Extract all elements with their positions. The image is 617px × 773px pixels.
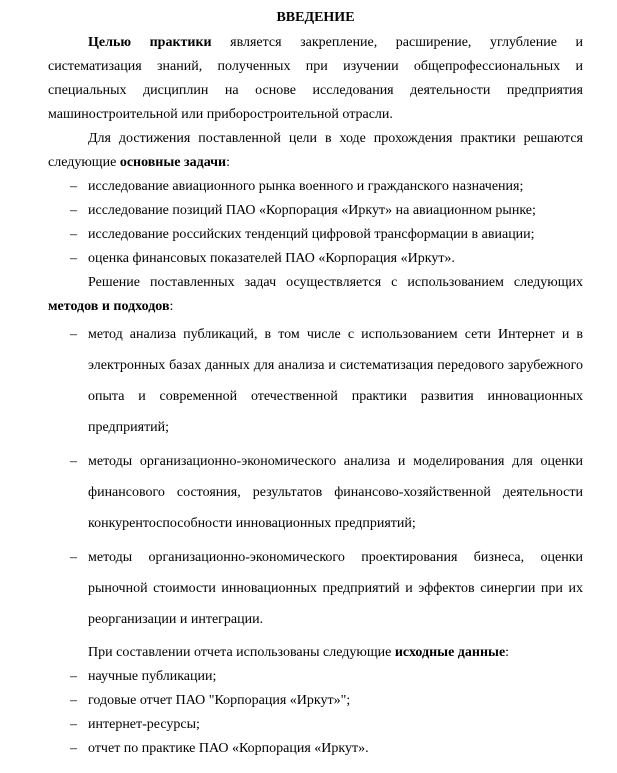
list-item bbox=[48, 247, 583, 271]
methods-intro-colon: : bbox=[169, 299, 174, 314]
goal-paragraph bbox=[48, 31, 583, 127]
list-item-text: методы организационно-экономического анализа и моделирования для оценки финансового состояния, результатов финансово-хозяйственной деятельности конкурентоспособности инновационных предприятий; bbox=[88, 454, 583, 531]
sources-intro-paragraph bbox=[48, 641, 583, 665]
list-item-text: исследование авиационного рынка военного и гражданского назначения; bbox=[88, 179, 524, 194]
list-item-text: метод анализа публикаций, в том числе с использованием сети Интернет и в электронных базах данных для анализа и систематизация передового зарубежного опыта и современной отечественной практики развития инновационных предприятий; bbox=[88, 327, 583, 435]
tasks-intro-bold: основные задачи bbox=[119, 155, 227, 170]
methods-intro-text: Решение поставленных задач осуществляется с использованием следующих bbox=[88, 275, 583, 290]
list-item-text: отчет по практике ПАО «Корпорация «Иркут». bbox=[88, 741, 369, 756]
goal-text: является закрепление, расширение, углубление и систематизация знаний, полученных при изучении общепрофессиональных и специальных дисциплин на основе исследования деятельности предприятия машиностроительной или приборостроительной отрасли. bbox=[48, 35, 583, 122]
methods-list bbox=[48, 319, 583, 635]
dash-marker: – bbox=[70, 669, 77, 684]
tasks-intro-text: Для достижения поставленной цели в ходе прохождения практики решаются следующие bbox=[48, 131, 583, 170]
list-item bbox=[48, 713, 583, 737]
list-item-text: годовые отчет ПАО "Корпорация «Иркут»"; bbox=[88, 693, 351, 708]
tasks-list bbox=[48, 175, 583, 271]
list-item bbox=[48, 319, 583, 443]
sources-intro-text: При составлении отчета использованы следующие bbox=[88, 645, 395, 660]
sources-intro-colon: : bbox=[505, 645, 510, 660]
methods-intro-paragraph bbox=[48, 271, 583, 319]
dash-marker: – bbox=[70, 741, 77, 756]
dash-marker: – bbox=[70, 327, 77, 342]
list-item bbox=[48, 175, 583, 199]
dash-marker: – bbox=[70, 179, 77, 194]
dash-marker: – bbox=[70, 717, 77, 732]
page-title: ВВЕДЕНИЕ bbox=[276, 10, 355, 25]
dash-marker: – bbox=[70, 251, 77, 266]
methods-intro-bold: методов и подходов bbox=[48, 299, 170, 314]
tasks-intro-paragraph bbox=[48, 127, 583, 175]
list-item-text: исследование позиций ПАО «Корпорация «Иркут» на авиационном рынке; bbox=[88, 203, 536, 218]
list-item bbox=[48, 665, 583, 689]
list-item bbox=[48, 737, 583, 761]
list-item-text: методы организационно-экономического проектирования бизнеса, оценки рыночной стоимости инновационных предприятий и эффектов синергии при их реорганизации и интеграции. bbox=[88, 550, 583, 627]
dash-marker: – bbox=[70, 550, 77, 565]
goal-bold-term: Целью практики bbox=[88, 35, 212, 50]
list-item bbox=[48, 223, 583, 247]
list-item bbox=[48, 199, 583, 223]
list-item bbox=[48, 542, 583, 635]
list-item-text: оценка финансовых показателей ПАО «Корпорация «Иркут». bbox=[88, 251, 455, 266]
sources-list bbox=[48, 665, 583, 761]
dash-marker: – bbox=[70, 203, 77, 218]
list-item bbox=[48, 689, 583, 713]
list-item-text: исследование российских тенденций цифровой трансформации в авиации; bbox=[88, 227, 535, 242]
tasks-intro-colon: : bbox=[226, 155, 231, 170]
list-item-text: интернет-ресурсы; bbox=[88, 717, 200, 732]
list-item bbox=[48, 446, 583, 539]
dash-marker: – bbox=[70, 693, 77, 708]
dash-marker: – bbox=[70, 454, 77, 469]
dash-marker: – bbox=[70, 227, 77, 242]
list-item-text: научные публикации; bbox=[88, 669, 217, 684]
sources-intro-bold: исходные данные bbox=[394, 645, 506, 660]
